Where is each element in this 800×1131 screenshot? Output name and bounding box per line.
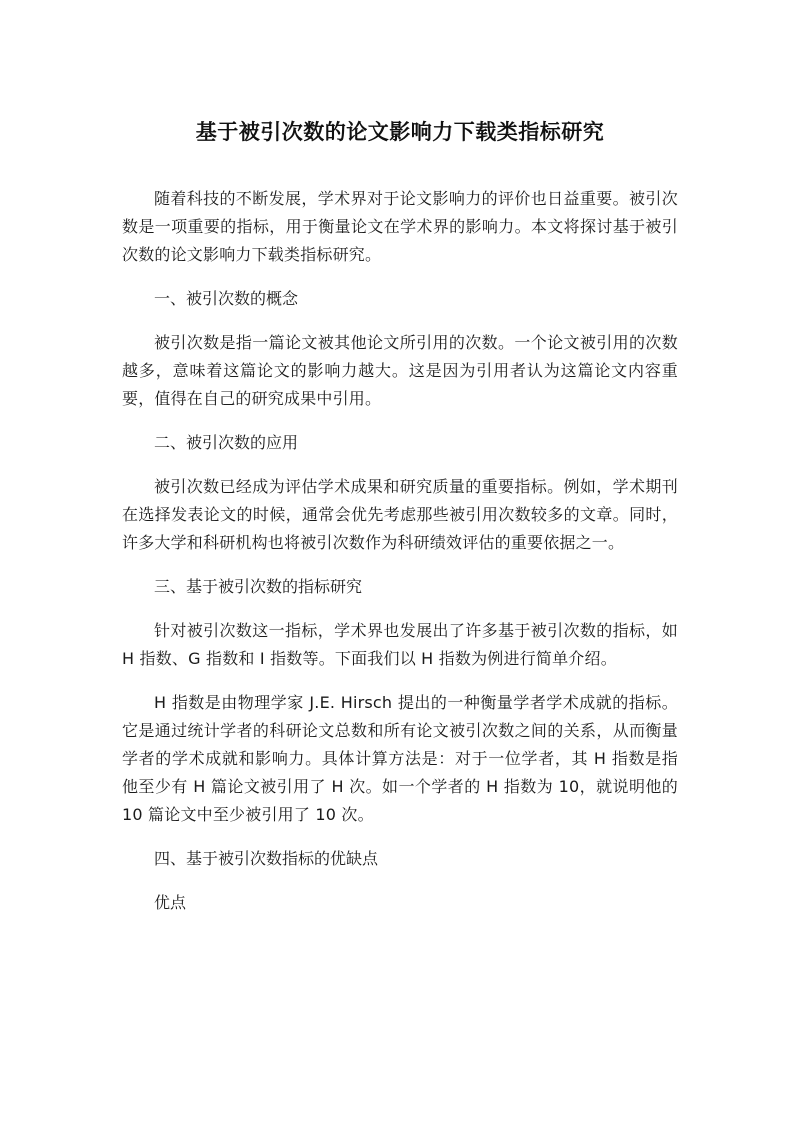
section-4-subheading: 优点 xyxy=(154,893,187,912)
section-2-paragraph: 被引次数已经成为评估学术成果和研究质量的重要指标。例如，学术期刊在选择发表论文的时候，通常会优先考虑那些被引用次数较多的文章。同时，许多大学和科研机构也将被引次数作为科研绩效评估的重要依据之一。 xyxy=(122,477,678,552)
section-4-heading: 四、基于被引次数指标的优缺点 xyxy=(154,849,379,868)
section-1-paragraph: 被引次数是指一篇论文被其他论文所引用的次数。一个论文被引用的次数越多，意味着这篇论文的影响力越大。这是因为引用者认为这篇论文内容重要，值得在自己的研究成果中引用。 xyxy=(122,333,678,408)
section-3-paragraph-2: H 指数是由物理学家 J.E. Hirsch 提出的一种衡量学者学术成就的指标。它是通过统计学者的科研论文总数和所有论文被引次数之间的关系，从而衡量学者的学术成就和影响力。具体计算方法是：对于一位学者，其 H 指数是指他至少有 H 篇论文被引用了 H 次。如一个学者的 H 指数为 10，就说明他的 10 篇论文中至少被引用了 10 次。 xyxy=(122,693,678,824)
section-1-heading: 一、被引次数的概念 xyxy=(154,289,299,308)
section-2-heading: 二、被引次数的应用 xyxy=(154,433,299,452)
document-body xyxy=(122,185,678,933)
intro-paragraph: 随着科技的不断发展，学术界对于论文影响力的评价也日益重要。被引次数是一项重要的指标，用于衡量论文在学术界的影响力。本文将探讨基于被引次数的论文影响力下载类指标研究。 xyxy=(122,189,678,264)
section-3-paragraph-1: 针对被引次数这一指标，学术界也发展出了许多基于被引次数的指标，如 H 指数、G 指数和 I 指数等。下面我们以 H 指数为例进行简单介绍。 xyxy=(122,621,678,668)
document-title: 基于被引次数的论文影响力下载类指标研究 xyxy=(195,120,605,144)
section-3-heading: 三、基于被引次数的指标研究 xyxy=(154,577,363,596)
